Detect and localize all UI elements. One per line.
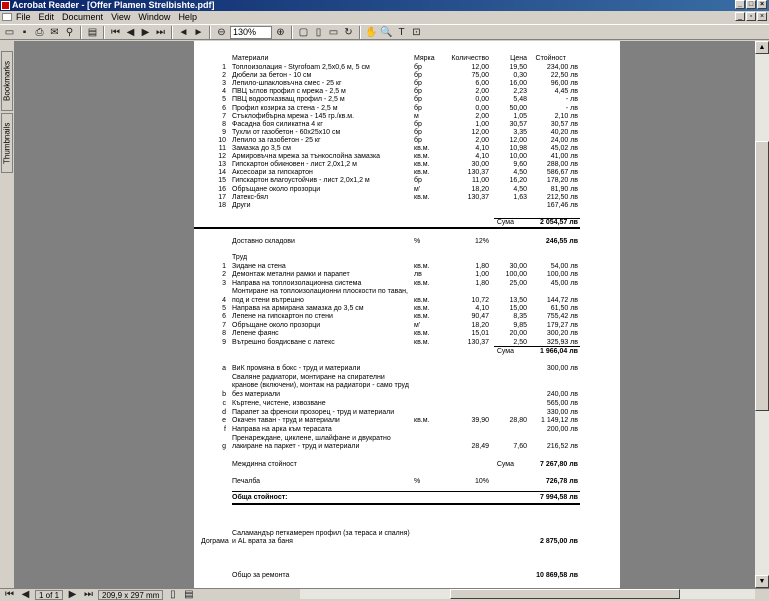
tab-thumbnails[interactable]: Thumbnails — [1, 113, 13, 173]
item-price: 2,23 — [513, 88, 527, 96]
item-value: 100,00 лв — [546, 271, 578, 279]
item-qty: 130,37 — [467, 338, 489, 346]
item-name: Фасадна боя силикатна 4 кг — [232, 120, 323, 128]
scroll-down-arrow[interactable]: ▼ — [755, 575, 769, 588]
item-name: Аксесоари за гипскартон — [232, 169, 313, 177]
item-value: 586,67 лв — [546, 169, 578, 177]
item-unit: кв.м. — [414, 330, 430, 338]
item-value: 54,00 лв — [550, 263, 578, 270]
text-select-icon[interactable]: T — [398, 26, 405, 38]
first-page-icon[interactable]: ⏮ — [111, 26, 120, 38]
search-icon[interactable]: ⚲ — [65, 26, 74, 38]
item-name: Монтиране на топлоизолационни плоскости по таван, — [232, 288, 408, 296]
pdf-page — [194, 41, 620, 588]
open-icon[interactable]: ▭ — [4, 26, 15, 38]
item-name: ВиК промяна в бокс - труд и материали — [232, 365, 361, 372]
item-value: 1 149,12 лв — [541, 417, 578, 425]
save-icon[interactable]: ▪ — [22, 26, 27, 38]
navigation-pane-icon[interactable]: ▤ — [87, 26, 98, 38]
profit-unit: % — [414, 478, 421, 485]
item-price: 16,00 — [509, 80, 527, 88]
item-value: 565,00 лв — [546, 399, 578, 407]
item-name: Дюбели за бетон - 10 см — [232, 72, 312, 80]
navigation-tabs — [0, 41, 14, 588]
item-unit: бр — [414, 80, 422, 88]
item-price: 0,30 — [513, 72, 527, 80]
row-number: d — [222, 408, 226, 416]
profit-qty: 10% — [474, 478, 489, 485]
item-qty: 4,10 — [475, 153, 489, 161]
item-qty: 1,80 — [475, 263, 489, 270]
previous-page-icon[interactable]: ◀ — [126, 26, 135, 38]
item-value: 240,00 лв — [546, 391, 578, 399]
next-page-icon[interactable]: ▶ — [141, 26, 150, 38]
divider-line — [232, 503, 580, 505]
fit-page-icon[interactable]: ▯ — [315, 26, 322, 38]
menu-window[interactable]: Window — [138, 12, 171, 22]
item-value: 45,02 лв — [550, 145, 578, 152]
item-price: 4,50 — [513, 169, 527, 177]
row-number: 3 — [222, 80, 226, 88]
item-unit: бр — [414, 96, 422, 104]
labor-title: Труд — [232, 254, 248, 261]
item-price: 20,00 — [509, 330, 527, 338]
item-qty: 4,10 — [475, 145, 489, 152]
profit-name: Печалба — [232, 478, 261, 485]
item-unit: лв — [414, 271, 422, 279]
labor-sum: 1 966,04 лв — [540, 348, 578, 355]
item-price: 9,60 — [513, 161, 527, 169]
item-name: Стъклофибърна мрежа - 145 гр./кв.м. — [232, 112, 355, 120]
item-value: - лв — [565, 96, 578, 104]
item-value: 167,46 лв — [546, 201, 578, 209]
doors-value: 2 875,00 лв — [540, 538, 578, 545]
previous-page-icon[interactable]: ◀ — [21, 589, 30, 600]
item-name: Латекс-бял — [232, 193, 269, 201]
document-icon[interactable] — [2, 13, 12, 21]
graphics-select-icon[interactable]: ⊡ — [412, 26, 421, 38]
item-value: 330,00 лв — [546, 408, 578, 416]
item-name: Лепене фаянс — [232, 330, 279, 338]
item-qty: 130,37 — [467, 169, 489, 177]
grand-name: Общо за ремонта — [232, 572, 290, 579]
item-name: Тухли от газобетон - 60х25х10 см — [232, 128, 341, 136]
item-unit: кв.м. — [414, 153, 430, 161]
item-name: Демонтаж метални рамки и парапет — [232, 271, 350, 279]
row-number: 4 — [222, 296, 226, 304]
item-value: 40,20 лв — [550, 128, 578, 136]
item-value: 234,00 лв — [546, 64, 578, 71]
sum-label: Сума — [496, 348, 514, 355]
horizontal-scrollbar[interactable] — [300, 589, 755, 599]
item-value: 22,50 лв — [550, 72, 578, 80]
item-price: 9,85 — [513, 321, 527, 329]
single-page-icon[interactable]: ▯ — [170, 589, 176, 600]
row-number: 5 — [222, 96, 226, 104]
row-number: 10 — [218, 136, 226, 144]
item-unit: бр — [414, 136, 422, 144]
item-value: 300,00 лв — [546, 365, 578, 372]
row-number: 17 — [218, 193, 226, 201]
continuous-icon[interactable]: ▤ — [184, 589, 194, 600]
doc-close-button[interactable]: × — [757, 12, 767, 21]
item-unit: м — [414, 112, 419, 120]
item-value: 179,27 лв — [546, 321, 578, 329]
doc-restore-button[interactable]: ▫ — [746, 12, 756, 21]
item-name: Обръщане около прозорци — [232, 185, 321, 193]
toolbar-separator — [171, 26, 173, 39]
toolbar-separator — [359, 26, 361, 39]
item-unit: бр — [414, 104, 422, 112]
item-name: Топлоизолация - Styrofoam 2,5х0,6 м, 5 см — [232, 64, 370, 71]
last-page-icon[interactable]: ⏭ — [156, 26, 165, 38]
row-number: f — [224, 425, 226, 433]
item-unit: м' — [414, 321, 421, 329]
item-qty: 4,10 — [475, 305, 489, 312]
item-unit: бр — [414, 177, 422, 185]
item-qty: 18,20 — [471, 185, 489, 193]
item-name: Гипскартон обикновен - лист 2,0х1,2 м — [232, 161, 357, 169]
item-name: под и стени вътрешно — [232, 296, 304, 304]
row-number: 12 — [218, 153, 226, 161]
item-price: 100,00 — [505, 271, 527, 279]
divider-line — [232, 491, 580, 492]
item-name: Армировъчна мрежа за тънкослойна замазка — [232, 153, 381, 161]
item-name: Сваляне радиатори, монтиране на спирателни — [232, 373, 385, 381]
row-number: 4 — [222, 88, 226, 96]
item-qty: 90,47 — [471, 313, 489, 321]
item-price: 3,35 — [513, 128, 527, 136]
item-value: - лв — [565, 104, 578, 112]
title-bar — [0, 0, 769, 11]
item-name: лакиране на паркет - труд и материали — [232, 443, 360, 451]
item-name: без материали — [232, 391, 281, 399]
row-number: 3 — [222, 279, 226, 287]
item-qty: 0,00 — [475, 96, 489, 104]
doors-line1: Саламандър петкамерен профил (за тераса и спалня) — [232, 530, 410, 537]
doc-minimize-button[interactable]: _ — [735, 12, 745, 21]
item-price: 13,50 — [509, 296, 527, 304]
item-price: 16,20 — [509, 177, 527, 185]
delivery-qty: 12% — [474, 238, 489, 245]
item-unit: кв.м. — [414, 169, 430, 177]
intermediate-value: 7 267,80 лв — [540, 461, 578, 468]
item-value: 30,57 лв — [550, 120, 578, 128]
item-qty: 0,00 — [475, 104, 489, 112]
item-value: 300,20 лв — [546, 330, 578, 338]
item-value: 288,00 лв — [546, 161, 578, 169]
item-name: Замазка до 3,5 см — [232, 145, 291, 152]
item-unit: м' — [414, 185, 421, 193]
item-name: Пренареждане, циклене, шлайфане и двукратно — [232, 434, 391, 442]
item-qty: 2,00 — [475, 136, 489, 144]
materials-sum: 2 054,57 лв — [540, 219, 578, 226]
item-name: Други — [232, 201, 251, 209]
item-qty: 10,72 — [471, 296, 489, 304]
item-name: кранове (включени), монтаж на радиатори - само труд — [232, 382, 409, 390]
item-unit: кв.м. — [414, 313, 430, 321]
item-price: 12,00 — [509, 136, 527, 144]
first-page-icon[interactable]: ⏮ — [5, 589, 14, 600]
item-qty: 30,00 — [471, 161, 489, 169]
item-unit: кв.м. — [414, 279, 430, 287]
item-unit: бр — [414, 120, 422, 128]
item-value: 96,00 лв — [550, 80, 578, 88]
item-qty: 6,00 — [475, 80, 489, 88]
item-price: 15,00 — [509, 305, 527, 312]
item-qty: 1,00 — [475, 271, 489, 279]
item-unit: бр — [414, 88, 422, 96]
item-name: Направа на армирана замазка до 3,5 см — [232, 305, 364, 312]
item-name: ПВЦ ъглов профил с мрежа - 2,5 м — [232, 88, 346, 96]
item-price: 25,00 — [509, 279, 527, 287]
item-name: Вътрешно боядисване с латекс — [232, 338, 335, 346]
item-value: 212,50 лв — [546, 193, 578, 201]
header-qty: Количество — [451, 55, 489, 62]
item-name: Къртене, чистене, извозване — [232, 399, 326, 407]
row-number: 6 — [222, 104, 226, 112]
row-number: 16 — [218, 185, 226, 193]
item-value: 2,10 лв — [554, 112, 578, 120]
menu-help[interactable]: Help — [178, 12, 197, 22]
item-unit: кв.м. — [414, 193, 430, 201]
horizontal-scroll-thumb[interactable] — [450, 589, 680, 599]
item-price: 4,50 — [513, 185, 527, 193]
menu-bar — [0, 11, 769, 23]
item-qty: 12,00 — [471, 128, 489, 136]
row-number: 7 — [222, 112, 226, 120]
item-name: Лепило-шпакловъчна смес - 25 кг — [232, 80, 342, 88]
menu-view[interactable]: View — [111, 12, 131, 22]
row-number: 2 — [222, 72, 226, 80]
profit-value: 726,78 лв — [545, 478, 578, 485]
go-back-icon[interactable]: ◄ — [178, 26, 189, 38]
item-qty: 1,00 — [475, 120, 489, 128]
zoom-tool-icon[interactable]: 🔍 — [380, 26, 393, 38]
item-qty: 2,00 — [475, 112, 489, 120]
header-price: Цена — [510, 55, 527, 62]
vertical-scroll-thumb[interactable] — [755, 141, 769, 411]
maximize-button[interactable]: □ — [746, 0, 756, 9]
item-price: 1,05 — [513, 112, 527, 120]
item-value: 216,52 лв — [546, 443, 578, 451]
item-value: 61,50 лв — [550, 305, 578, 312]
fit-width-icon[interactable]: ▭ — [328, 26, 339, 38]
delivery-unit: % — [414, 238, 421, 245]
item-unit: бр — [414, 72, 422, 80]
divider-line — [194, 227, 580, 229]
menu-file[interactable]: File — [16, 12, 31, 22]
tab-bookmarks[interactable]: Bookmarks — [1, 51, 13, 111]
item-name: Парапет за френски прозорец - труд и материали — [232, 408, 395, 416]
row-number: 9 — [222, 338, 226, 346]
row-number: b — [222, 391, 226, 399]
grand-value: 10 869,58 лв — [536, 572, 578, 579]
acrobat-app-icon — [1, 1, 10, 10]
row-number: 5 — [222, 305, 226, 312]
item-value: 178,20 лв — [546, 177, 578, 185]
item-unit: кв.м. — [414, 161, 430, 169]
item-value: 200,00 лв — [546, 425, 578, 433]
item-unit: бр — [414, 64, 422, 71]
item-qty: 28,49 — [471, 443, 489, 451]
toolbar-separator — [291, 26, 293, 39]
last-page-icon[interactable]: ⏭ — [84, 589, 94, 600]
rotate-icon[interactable]: ↻ — [344, 26, 353, 38]
total-name: Обща стойност: — [232, 494, 288, 501]
toolbar-separator — [209, 26, 211, 39]
minimize-button[interactable]: _ — [735, 0, 745, 9]
header-unit: Мярка — [414, 55, 435, 62]
item-qty: 18,20 — [471, 321, 489, 329]
item-price: 30,00 — [509, 263, 527, 270]
item-value: 325,93 лв — [546, 338, 578, 346]
menu-edit[interactable]: Edit — [38, 12, 55, 22]
item-qty: 1,80 — [475, 279, 489, 287]
row-number: a — [222, 365, 226, 372]
item-price: 19,50 — [509, 64, 527, 71]
item-price: 8,35 — [513, 313, 527, 321]
row-number: 9 — [222, 128, 226, 136]
item-price: 1,63 — [513, 193, 527, 201]
item-qty: 39,90 — [471, 417, 489, 425]
toolbar-separator — [80, 26, 82, 39]
item-qty: 130,37 — [467, 193, 489, 201]
item-name: ПВЦ водоотказващ профил - 2,5 м — [232, 96, 345, 104]
row-number: 13 — [218, 161, 226, 169]
item-name: Лепило за газобетон - 25 кг — [232, 136, 321, 144]
item-name: Гипскартон влагоустойчив - лист 2,0х1,2 м — [232, 177, 370, 185]
item-name: Зидане на стена — [232, 263, 286, 270]
delivery-name: Доставно складови — [232, 238, 295, 245]
item-name: Направа на топлоизолационна система — [232, 279, 362, 287]
row-number: 1 — [222, 263, 226, 270]
row-number: 7 — [222, 321, 226, 329]
header-value: Стойност — [535, 55, 566, 62]
row-number: 6 — [222, 313, 226, 321]
item-price: 7,60 — [513, 443, 527, 451]
sum-label: Сума — [496, 219, 514, 226]
vertical-scrollbar[interactable] — [755, 41, 769, 588]
item-price: 2,50 — [513, 338, 527, 346]
hand-tool-icon[interactable]: ✋ — [365, 26, 378, 38]
actual-size-icon[interactable]: ▢ — [298, 26, 309, 38]
item-unit: бр — [414, 128, 422, 136]
zoom-level-field[interactable]: 130% — [230, 26, 272, 39]
header-materials: Материали — [232, 55, 269, 62]
item-unit: кв.м. — [414, 417, 430, 425]
next-page-icon[interactable]: ▶ — [68, 589, 77, 600]
row-number: e — [222, 417, 226, 425]
row-number: 18 — [218, 201, 226, 209]
row-number: 2 — [222, 271, 226, 279]
item-unit: кв.м. — [414, 305, 430, 312]
menu-document[interactable]: Document — [62, 12, 104, 22]
item-unit: кв.м. — [414, 263, 430, 270]
total-value: 7 994,58 лв — [540, 494, 578, 501]
item-value: 45,00 лв — [550, 279, 578, 287]
document-area[interactable] — [14, 41, 755, 588]
item-name: Окачен таван - труд и материали — [232, 417, 340, 425]
item-unit: кв.м. — [414, 338, 430, 346]
intermediate-name: Междинна стойност — [232, 461, 297, 468]
item-name: Обръщане около прозорци — [232, 321, 321, 329]
row-number: g — [222, 443, 226, 451]
delivery-value: 246,55 лв — [545, 238, 578, 245]
window-title: Acrobat Reader - [Offer Plamen Strelbishte.pdf] — [12, 0, 215, 10]
item-price: 28,80 — [509, 417, 527, 425]
item-value: 81,90 лв — [550, 185, 578, 193]
item-value: 144,72 лв — [546, 296, 578, 304]
item-qty: 11,00 — [472, 177, 489, 185]
print-icon[interactable]: ⎙ — [35, 26, 44, 38]
item-price: 5,48 — [513, 96, 527, 104]
page-size-display: 209,9 x 297 mm — [98, 590, 163, 600]
email-icon[interactable]: ✉ — [50, 26, 59, 38]
item-price: 50,00 — [509, 104, 527, 112]
item-name: Лепене на гипскартон по стени — [232, 313, 333, 321]
item-price: 30,57 — [509, 120, 527, 128]
go-forward-icon[interactable]: ► — [193, 26, 204, 38]
item-qty: 2,00 — [475, 88, 489, 96]
item-price: 10,00 — [509, 153, 527, 161]
row-number: 1 — [222, 64, 226, 71]
row-number: 15 — [218, 177, 226, 185]
item-qty: 12,00 — [471, 64, 489, 71]
item-value: 24,00 лв — [550, 136, 578, 144]
doors-line2: и AL врата за баня — [232, 538, 293, 545]
row-number: 8 — [222, 120, 226, 128]
page-number-field[interactable]: 1 of 1 — [35, 590, 63, 600]
scroll-up-arrow[interactable]: ▲ — [755, 41, 769, 54]
item-qty: 15,01 — [471, 330, 489, 338]
item-price: 10,98 — [509, 145, 527, 152]
divider-line — [494, 346, 580, 347]
toolbar-separator — [103, 26, 105, 39]
doors-label: Дограма — [201, 538, 229, 545]
item-name: Направа на арка към терасата — [232, 425, 332, 433]
item-unit: кв.м. — [414, 296, 430, 304]
item-value: 755,42 лв — [546, 313, 578, 321]
sum-label: Сума — [496, 461, 514, 468]
item-value: 4,45 лв — [554, 88, 578, 96]
item-qty: 75,00 — [471, 72, 489, 80]
row-number: c — [222, 399, 226, 407]
toolbar — [0, 24, 769, 40]
row-number: 14 — [218, 169, 226, 177]
zoom-in-icon[interactable]: ⊕ — [276, 26, 285, 38]
item-name: Профил козирка за стена - 2,5 м — [232, 104, 338, 112]
item-unit: кв.м. — [414, 145, 430, 152]
zoom-out-icon[interactable]: ⊖ — [217, 26, 226, 38]
row-number: 8 — [222, 330, 226, 338]
close-button[interactable]: × — [757, 0, 767, 9]
row-number: 11 — [218, 145, 226, 152]
item-value: 41,00 лв — [550, 153, 578, 161]
